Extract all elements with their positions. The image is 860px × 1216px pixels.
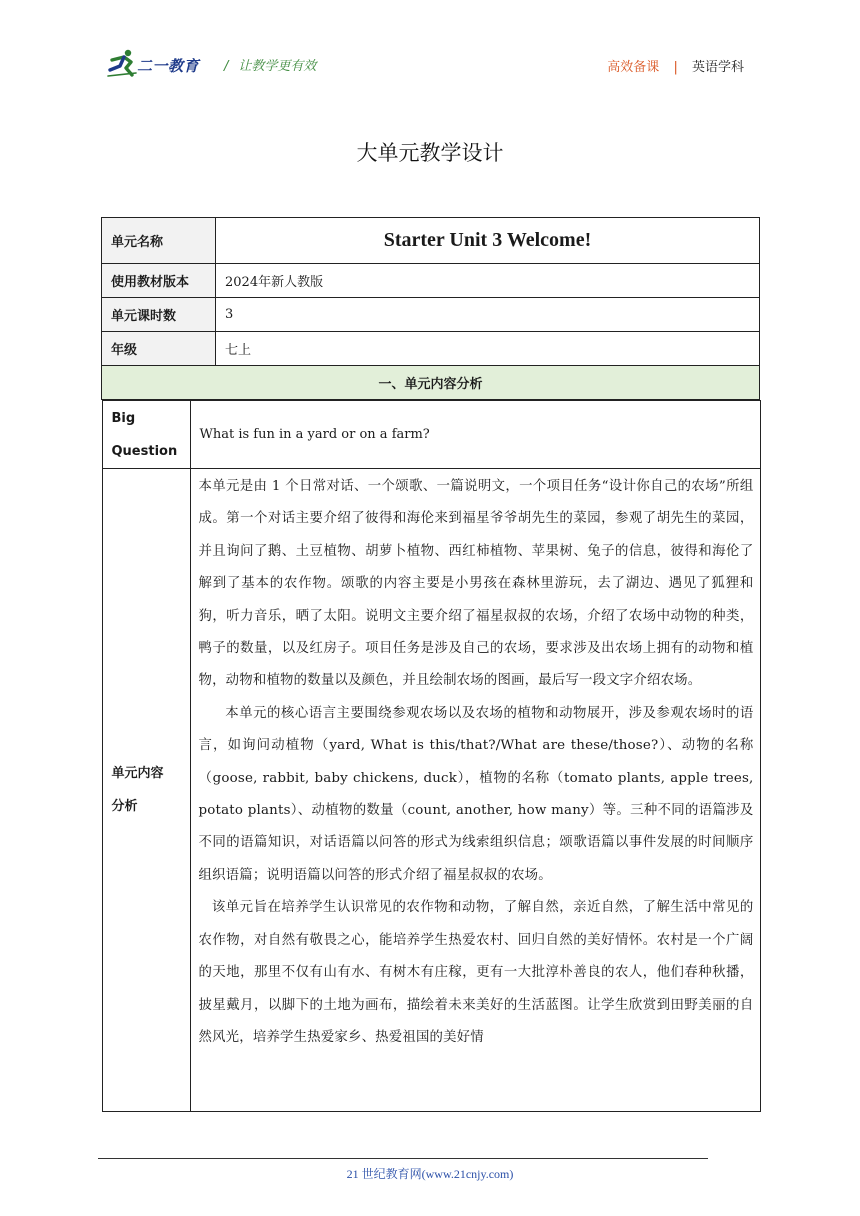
inner-wrapper (102, 400, 760, 1113)
header-label-prep: 高效备课 (607, 60, 660, 75)
analysis-paragraph-2: 本单元的核心语言主要围绕参观农场以及农场的植物和动物展开，涉及参观农场时的语言，如询问动植物（yard, What is this/that?/What are these/those?）、动物的名称（goose, rabbit, baby chickens, duck），植物的名称（tomato plants, apple trees, potato plants）、动植物的数量（count, another, how many）等。三种不同的语篇涉及不同的语篇知识，对话语篇以问答的形式为线索组织信息；颂歌语篇以事件发展的时间顺序组织语篇；说明语篇以问答的形式介绍了福星叔叔的农场。 (198, 705, 754, 883)
runner-logo-icon (106, 48, 140, 78)
value-hours: 3 (216, 298, 760, 332)
value-grade: 七上 (216, 332, 760, 366)
document-title: 大单元教学设计 (356, 141, 504, 165)
header-separator: | (673, 60, 678, 75)
row-big-question (102, 401, 760, 469)
value-big-question: What is fun in a yard or on a farm? (190, 401, 760, 469)
label-big-question-line2: Question (111, 443, 178, 459)
row-section-1 (102, 366, 760, 400)
unit-design-table (101, 217, 760, 1112)
label-big-question-line1: Big (111, 410, 136, 426)
label-analysis (102, 469, 190, 1112)
row-grade (102, 332, 760, 366)
row-edition (102, 264, 760, 298)
label-edition: 使用教材版本 (102, 264, 216, 298)
slogan (224, 55, 316, 74)
label-analysis-line1: 单元内容 (111, 766, 164, 781)
label-unit-name: 单元名称 (102, 218, 216, 264)
analysis-paragraph-1: 本单元是由 1 个日常对话、一个颂歌、一篇说明文，一个项目任务“设计你自己的农场”所组成。第一个对话主要介绍了彼得和海伦来到福星爷爷胡先生的菜园，参观了胡先生的菜园，并且询问了鹅、土豆植物、胡萝卜植物、西红柿植物、苹果树、兔子的信息，彼得和海伦了解到了基本的农作物。颂歌的内容主要是小男孩在森林里游玩，去了湖边、遇见了狐狸和狗，听力音乐，晒了太阳。说明文主要介绍了福星叔叔的农场，介绍了农场中动物的种类，鸭子的数量，以及红房子。项目任务是涉及自己的农场，要求涉及出农场上拥有的动物和植物，动物和植物的数量以及颜色，并且绘制农场的图画，最后写一段文字介绍农场。 (198, 479, 754, 689)
value-unit-name: Starter Unit 3 Welcome! (216, 218, 760, 264)
analysis-paragraph-3: 该单元旨在培养学生认识常见的农作物和动物，了解自然，亲近自然，了解生活中常见的农作物，对自然有敬畏之心，能培养学生热爱农村、回归自然的美好情怀。农村是一个广阔的天地，那里不仅有山有水、有树木有庄稼，更有一大批淳朴善良的农人，他们春种秋播，披星戴月，以脚下的土地为画布，描绘着未来美好的生活蓝图。让学生欣赏到田野美丽的自然风光，培养学生热爱家乡、热爱祖国的美好情 (198, 900, 754, 1045)
slogan-text: 让教学更有效 (238, 59, 317, 74)
row-inner (102, 400, 760, 1113)
footer-divider (98, 1158, 708, 1159)
inner-table (102, 400, 761, 1112)
label-hours: 单元课时数 (102, 298, 216, 332)
logo-text: 二一教育 (137, 57, 200, 75)
section-heading-1: 一、单元内容分析 (102, 366, 760, 400)
footer-source: 21 世纪教育网(www.21cnjy.com) (346, 1167, 514, 1181)
header-label-subject: 英语学科 (691, 60, 744, 75)
label-big-question (102, 401, 190, 469)
page-header (0, 0, 860, 100)
label-analysis-line2: 分析 (111, 799, 138, 814)
value-edition: 2024年新人教版 (216, 264, 760, 298)
row-hours (102, 298, 760, 332)
label-grade: 年级 (102, 332, 216, 366)
row-analysis (102, 469, 760, 1112)
header-right (607, 56, 744, 75)
row-unit-name (102, 218, 760, 264)
value-analysis (190, 469, 760, 1112)
slogan-slash: / (224, 59, 229, 74)
